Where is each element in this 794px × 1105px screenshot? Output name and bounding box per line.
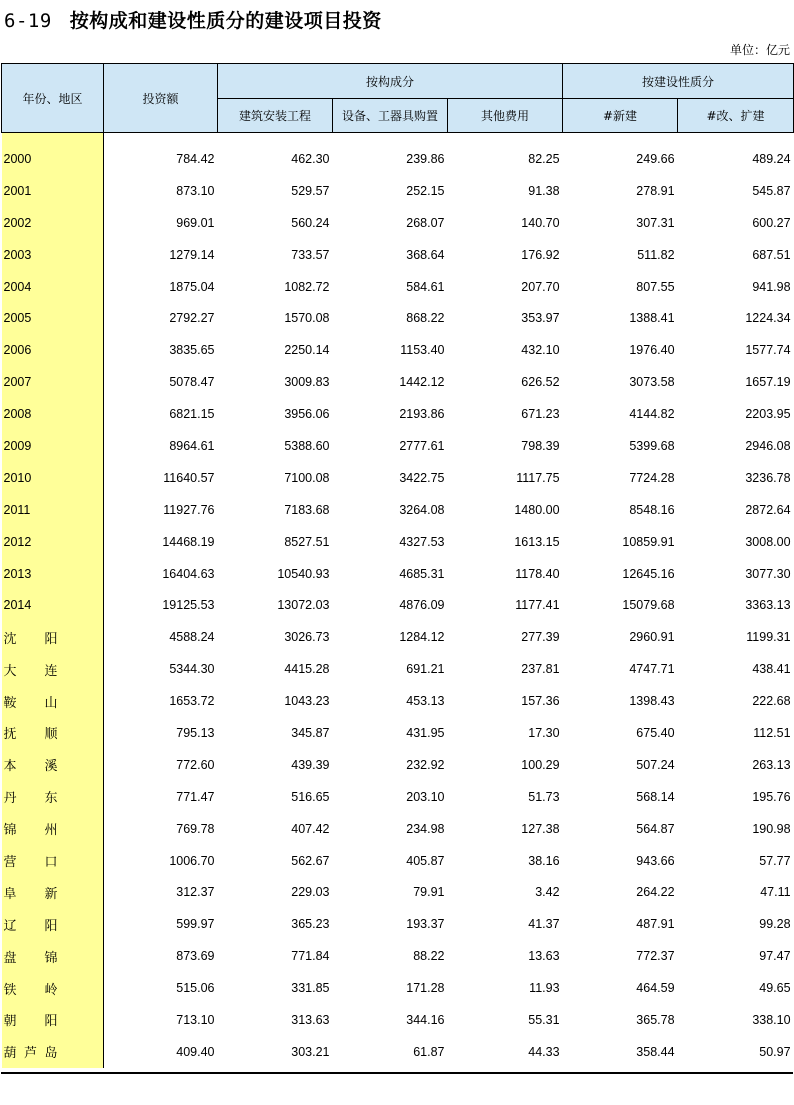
table-row — [2, 239, 794, 271]
other-cell: 176.92 — [521, 247, 560, 262]
equipment-cell: 61.87 — [413, 1044, 445, 1059]
expansion-cell: 3008.00 — [745, 534, 791, 549]
row-label — [2, 1036, 104, 1068]
header-by-composition: 按构成分 — [218, 64, 563, 99]
expansion-cell: 1657.19 — [745, 375, 791, 390]
other-cell: 1117.75 — [516, 470, 560, 485]
region-name: 大 连 — [3, 663, 58, 679]
construction-cell: 365.23 — [291, 917, 330, 932]
new-build-cell: 2960.91 — [629, 630, 675, 645]
construction-cell: 3956.06 — [284, 407, 330, 422]
investment-cell: 1006.70 — [169, 853, 215, 868]
new-build-cell: 675.40 — [636, 725, 675, 740]
expansion-cell: 49.65 — [759, 981, 791, 996]
investment-cell: 1279.14 — [169, 247, 215, 262]
equipment-cell: 405.87 — [406, 853, 445, 868]
year-label: 2011 — [3, 502, 31, 517]
row-label — [2, 430, 104, 462]
row-label — [2, 207, 104, 239]
investment-table — [1, 63, 794, 1068]
construction-cell: 562.67 — [291, 853, 330, 868]
investment-cell: 11640.57 — [163, 470, 215, 485]
investment-cell: 312.37 — [176, 885, 215, 900]
header-other: 其他费用 — [448, 99, 563, 133]
year-label: 2006 — [3, 343, 32, 358]
new-build-cell: 1976.40 — [629, 343, 675, 358]
row-label — [2, 749, 104, 781]
construction-cell: 1570.08 — [284, 311, 330, 326]
table-body — [2, 133, 794, 1068]
equipment-cell: 691.21 — [406, 662, 445, 677]
region-name: 朝 阳 — [3, 1014, 58, 1030]
construction-cell: 3026.73 — [284, 630, 330, 645]
row-label — [2, 845, 104, 877]
construction-cell: 462.30 — [291, 151, 330, 166]
new-build-cell: 943.66 — [636, 853, 675, 868]
other-cell: 13.63 — [528, 949, 560, 964]
table-row — [2, 494, 794, 526]
expansion-cell: 47.11 — [760, 885, 791, 900]
region-name: 抚 顺 — [3, 727, 58, 743]
equipment-cell: 1284.12 — [399, 630, 445, 645]
equipment-cell: 344.16 — [406, 1012, 445, 1027]
year-label: 2007 — [3, 375, 32, 390]
row-label — [2, 334, 104, 366]
row-label — [2, 908, 104, 940]
table-row — [2, 1004, 794, 1036]
investment-cell: 3835.65 — [169, 343, 215, 358]
region-name: 丹 东 — [3, 791, 58, 807]
region-name: 营 口 — [3, 855, 58, 871]
other-cell: 41.37 — [528, 917, 560, 932]
new-build-cell: 507.24 — [636, 757, 675, 772]
other-cell: 432.10 — [521, 343, 560, 358]
construction-cell: 2250.14 — [284, 343, 330, 358]
equipment-cell: 203.10 — [406, 789, 445, 804]
table-row — [2, 430, 794, 462]
row-label — [2, 589, 104, 621]
new-build-cell: 772.37 — [636, 949, 675, 964]
construction-cell: 1082.72 — [284, 279, 330, 294]
row-label — [2, 366, 104, 398]
year-label: 2002 — [3, 215, 32, 230]
header-investment: 投资额 — [104, 64, 218, 133]
row-label — [2, 972, 104, 1004]
new-build-cell: 7724.28 — [629, 470, 675, 485]
expansion-cell: 2872.64 — [745, 502, 791, 517]
expansion-cell: 941.98 — [752, 279, 791, 294]
equipment-cell: 234.98 — [406, 821, 445, 836]
table-row — [2, 845, 794, 877]
other-cell: 3.42 — [535, 885, 560, 900]
expansion-cell: 1199.31 — [746, 630, 791, 645]
construction-cell: 13072.03 — [277, 598, 330, 613]
year-label: 2005 — [3, 311, 32, 326]
expansion-cell: 2203.95 — [745, 407, 791, 422]
expansion-cell: 2946.08 — [745, 438, 791, 453]
investment-cell: 1875.04 — [169, 279, 215, 294]
construction-cell: 771.84 — [291, 949, 330, 964]
construction-cell: 345.87 — [291, 725, 330, 740]
table-row — [2, 207, 794, 239]
other-cell: 91.38 — [528, 183, 560, 198]
investment-cell: 769.78 — [176, 821, 215, 836]
region-name: 阜 新 — [3, 886, 58, 902]
new-build-cell: 807.55 — [636, 279, 675, 294]
equipment-cell: 4327.53 — [399, 534, 445, 549]
other-cell: 44.33 — [528, 1044, 560, 1059]
construction-cell: 516.65 — [291, 789, 330, 804]
year-label: 2014 — [3, 598, 32, 613]
expansion-cell: 338.10 — [752, 1012, 791, 1027]
other-cell: 237.81 — [521, 662, 560, 677]
equipment-cell: 1442.12 — [399, 375, 445, 390]
construction-cell: 4415.28 — [284, 662, 330, 677]
construction-cell: 303.21 — [291, 1044, 330, 1059]
row-label — [2, 462, 104, 494]
expansion-cell: 57.77 — [759, 853, 791, 868]
other-cell: 1613.15 — [514, 534, 560, 549]
construction-cell: 7100.08 — [284, 470, 330, 485]
construction-cell: 3009.83 — [284, 375, 330, 390]
other-cell: 1178.40 — [515, 566, 560, 581]
investment-cell: 409.40 — [176, 1044, 215, 1059]
equipment-cell: 252.15 — [406, 183, 445, 198]
other-cell: 798.39 — [521, 438, 560, 453]
construction-cell: 439.39 — [291, 757, 330, 772]
table-row — [2, 271, 794, 303]
equipment-cell: 193.37 — [406, 917, 445, 932]
equipment-cell: 1153.40 — [400, 343, 445, 358]
table-row — [2, 876, 794, 908]
expansion-cell: 438.41 — [752, 662, 791, 677]
investment-cell: 14468.19 — [162, 534, 215, 549]
row-label — [2, 1004, 104, 1036]
year-label: 2004 — [3, 279, 32, 294]
new-build-cell: 487.91 — [636, 917, 675, 932]
construction-cell: 7183.68 — [284, 502, 330, 517]
equipment-cell: 4876.09 — [399, 598, 445, 613]
row-label — [2, 175, 104, 207]
region-name: 葫 芦 岛 — [3, 1046, 58, 1062]
table-row — [2, 749, 794, 781]
construction-cell: 560.24 — [291, 215, 330, 230]
expansion-cell: 50.97 — [759, 1044, 791, 1059]
new-build-cell: 464.59 — [636, 981, 675, 996]
new-build-cell: 568.14 — [636, 789, 675, 804]
equipment-cell: 2193.86 — [399, 407, 445, 422]
equipment-cell: 868.22 — [406, 311, 445, 326]
other-cell: 55.31 — [528, 1012, 560, 1027]
equipment-cell: 584.61 — [406, 279, 445, 294]
construction-cell: 8527.51 — [284, 534, 330, 549]
table-row — [2, 398, 794, 430]
expansion-cell: 97.47 — [759, 949, 791, 964]
equipment-cell: 3264.08 — [399, 502, 445, 517]
unit-label: 单位：亿元 — [729, 43, 790, 57]
investment-cell: 8964.61 — [169, 438, 215, 453]
construction-cell: 407.42 — [291, 821, 330, 836]
new-build-cell: 3073.58 — [629, 375, 675, 390]
investment-cell: 16404.63 — [162, 566, 215, 581]
row-label — [2, 302, 104, 334]
region-name: 盘 锦 — [3, 950, 58, 966]
investment-cell: 599.97 — [176, 917, 215, 932]
row-label — [2, 685, 104, 717]
row-label — [2, 398, 104, 430]
header-by-nature: 按建设性质分 — [563, 64, 794, 99]
equipment-cell: 268.07 — [406, 215, 445, 230]
other-cell: 1480.00 — [514, 502, 560, 517]
investment-cell: 19125.53 — [162, 598, 215, 613]
construction-cell: 229.03 — [291, 885, 330, 900]
table-header — [2, 64, 794, 133]
table-row — [2, 621, 794, 653]
investment-cell: 5078.47 — [169, 375, 215, 390]
expansion-cell: 190.98 — [752, 821, 791, 836]
table-row — [2, 908, 794, 940]
new-build-cell: 12645.16 — [622, 566, 675, 581]
investment-cell: 771.47 — [176, 789, 215, 804]
header-equipment: 设备、工器具购置 — [333, 99, 448, 133]
expansion-cell: 1224.34 — [745, 311, 791, 326]
new-build-cell: 511.82 — [637, 247, 675, 262]
table-row — [2, 653, 794, 685]
other-cell: 140.70 — [521, 215, 560, 230]
equipment-cell: 88.22 — [413, 949, 445, 964]
investment-cell: 713.10 — [176, 1012, 215, 1027]
investment-cell: 795.13 — [176, 725, 215, 740]
new-build-cell: 278.91 — [636, 183, 675, 198]
year-label: 2009 — [3, 438, 32, 453]
new-build-cell: 249.66 — [636, 151, 675, 166]
row-label — [2, 717, 104, 749]
other-cell: 100.29 — [521, 757, 560, 772]
year-label: 2013 — [3, 566, 32, 581]
other-cell: 38.16 — [528, 853, 560, 868]
table-row — [2, 940, 794, 972]
table-row — [2, 589, 794, 621]
investment-cell: 873.69 — [176, 949, 215, 964]
expansion-cell: 687.51 — [752, 247, 791, 262]
table-row — [2, 813, 794, 845]
table-row — [2, 175, 794, 207]
row-label — [2, 653, 104, 685]
table-row — [2, 685, 794, 717]
row-label — [2, 239, 104, 271]
new-build-cell: 4747.71 — [629, 662, 675, 677]
investment-cell: 11927.76 — [163, 502, 215, 517]
equipment-cell: 2777.61 — [399, 438, 445, 453]
row-label — [2, 494, 104, 526]
other-cell: 17.30 — [528, 725, 560, 740]
investment-cell: 4588.24 — [169, 630, 215, 645]
table-bottom-rule — [1, 1072, 793, 1074]
page-title — [4, 6, 382, 33]
other-cell: 207.70 — [521, 279, 560, 294]
year-label: 2010 — [3, 470, 32, 485]
table-row — [2, 972, 794, 1004]
investment-cell: 6821.15 — [169, 407, 215, 422]
equipment-cell: 3422.75 — [399, 470, 445, 485]
equipment-cell: 368.64 — [406, 247, 445, 262]
year-label: 2008 — [3, 407, 32, 422]
year-label: 2000 — [3, 151, 32, 166]
row-label — [2, 133, 104, 175]
new-build-cell: 4144.82 — [629, 407, 675, 422]
expansion-cell: 3363.13 — [745, 598, 791, 613]
year-label: 2001 — [3, 183, 32, 198]
investment-cell: 772.60 — [176, 757, 215, 772]
other-cell: 671.23 — [521, 407, 560, 422]
expansion-cell: 3236.78 — [745, 470, 791, 485]
investment-cell: 1653.72 — [169, 694, 215, 709]
other-cell: 1177.41 — [515, 598, 560, 613]
table-row — [2, 366, 794, 398]
other-cell: 157.36 — [521, 694, 560, 709]
expansion-cell: 3077.30 — [745, 566, 791, 581]
region-name: 沈 阳 — [3, 631, 58, 647]
year-label: 2003 — [3, 247, 32, 262]
region-name: 本 溪 — [3, 759, 58, 775]
region-name: 辽 阳 — [3, 918, 58, 934]
new-build-cell: 358.44 — [636, 1044, 675, 1059]
other-cell: 127.38 — [521, 821, 560, 836]
other-cell: 82.25 — [528, 151, 560, 166]
other-cell: 11.93 — [529, 981, 560, 996]
equipment-cell: 431.95 — [406, 725, 445, 740]
investment-cell: 784.42 — [176, 151, 215, 166]
region-name: 铁 岭 — [3, 982, 58, 998]
header-expansion: #改、扩建 — [678, 99, 794, 133]
new-build-cell: 10859.91 — [622, 534, 675, 549]
expansion-cell: 195.76 — [752, 789, 791, 804]
new-build-cell: 15079.68 — [622, 598, 675, 613]
new-build-cell: 8548.16 — [629, 502, 675, 517]
header-construction: 建筑安装工程 — [218, 99, 333, 133]
region-name: 锦 州 — [3, 823, 58, 839]
row-label — [2, 813, 104, 845]
region-name: 鞍 山 — [3, 695, 58, 711]
new-build-cell: 1388.41 — [629, 311, 675, 326]
new-build-cell: 1398.43 — [629, 694, 675, 709]
row-label — [2, 781, 104, 813]
new-build-cell: 365.78 — [636, 1012, 675, 1027]
new-build-cell: 264.22 — [636, 885, 675, 900]
table-row — [2, 558, 794, 590]
row-label — [2, 621, 104, 653]
investment-cell: 2792.27 — [169, 311, 215, 326]
table-row — [2, 781, 794, 813]
year-label: 2012 — [3, 534, 32, 549]
construction-cell: 5388.60 — [284, 438, 330, 453]
table-row — [2, 133, 794, 175]
expansion-cell: 1577.74 — [745, 343, 791, 358]
expansion-cell: 112.51 — [753, 725, 791, 740]
expansion-cell: 545.87 — [752, 183, 791, 198]
construction-cell: 1043.23 — [284, 694, 330, 709]
other-cell: 353.97 — [521, 311, 560, 326]
expansion-cell: 222.68 — [752, 694, 791, 709]
expansion-cell: 489.24 — [752, 151, 791, 166]
equipment-cell: 4685.31 — [399, 566, 445, 581]
construction-cell: 529.57 — [291, 183, 330, 198]
table-title: 按构成和建设性质分的建设项目投资 — [69, 10, 382, 32]
row-label — [2, 271, 104, 303]
equipment-cell: 171.28 — [406, 981, 445, 996]
new-build-cell: 564.87 — [636, 821, 675, 836]
new-build-cell: 5399.68 — [629, 438, 675, 453]
row-label — [2, 940, 104, 972]
construction-cell: 10540.93 — [277, 566, 330, 581]
row-label — [2, 876, 104, 908]
expansion-cell: 263.13 — [752, 757, 791, 772]
construction-cell: 733.57 — [291, 247, 330, 262]
equipment-cell: 239.86 — [406, 151, 445, 166]
table-number: 6-19 — [4, 10, 52, 32]
other-cell: 626.52 — [521, 375, 560, 390]
investment-cell: 873.10 — [176, 183, 215, 198]
table-row — [2, 526, 794, 558]
header-new-build: #新建 — [563, 99, 678, 133]
table-row — [2, 1036, 794, 1068]
investment-cell: 515.06 — [176, 981, 215, 996]
expansion-cell: 600.27 — [752, 215, 791, 230]
other-cell: 51.73 — [528, 789, 560, 804]
other-cell: 277.39 — [521, 630, 560, 645]
row-label — [2, 526, 104, 558]
new-build-cell: 307.31 — [636, 215, 675, 230]
construction-cell: 331.85 — [291, 981, 330, 996]
equipment-cell: 79.91 — [413, 885, 445, 900]
equipment-cell: 453.13 — [406, 694, 445, 709]
table-row — [2, 334, 794, 366]
header-year-region: 年份、地区 — [2, 64, 104, 133]
investment-cell: 969.01 — [176, 215, 215, 230]
construction-cell: 313.63 — [291, 1012, 330, 1027]
table-row — [2, 717, 794, 749]
investment-cell: 5344.30 — [169, 662, 215, 677]
equipment-cell: 232.92 — [406, 757, 445, 772]
expansion-cell: 99.28 — [759, 917, 791, 932]
table-row — [2, 302, 794, 334]
table-row — [2, 462, 794, 494]
row-label — [2, 558, 104, 590]
